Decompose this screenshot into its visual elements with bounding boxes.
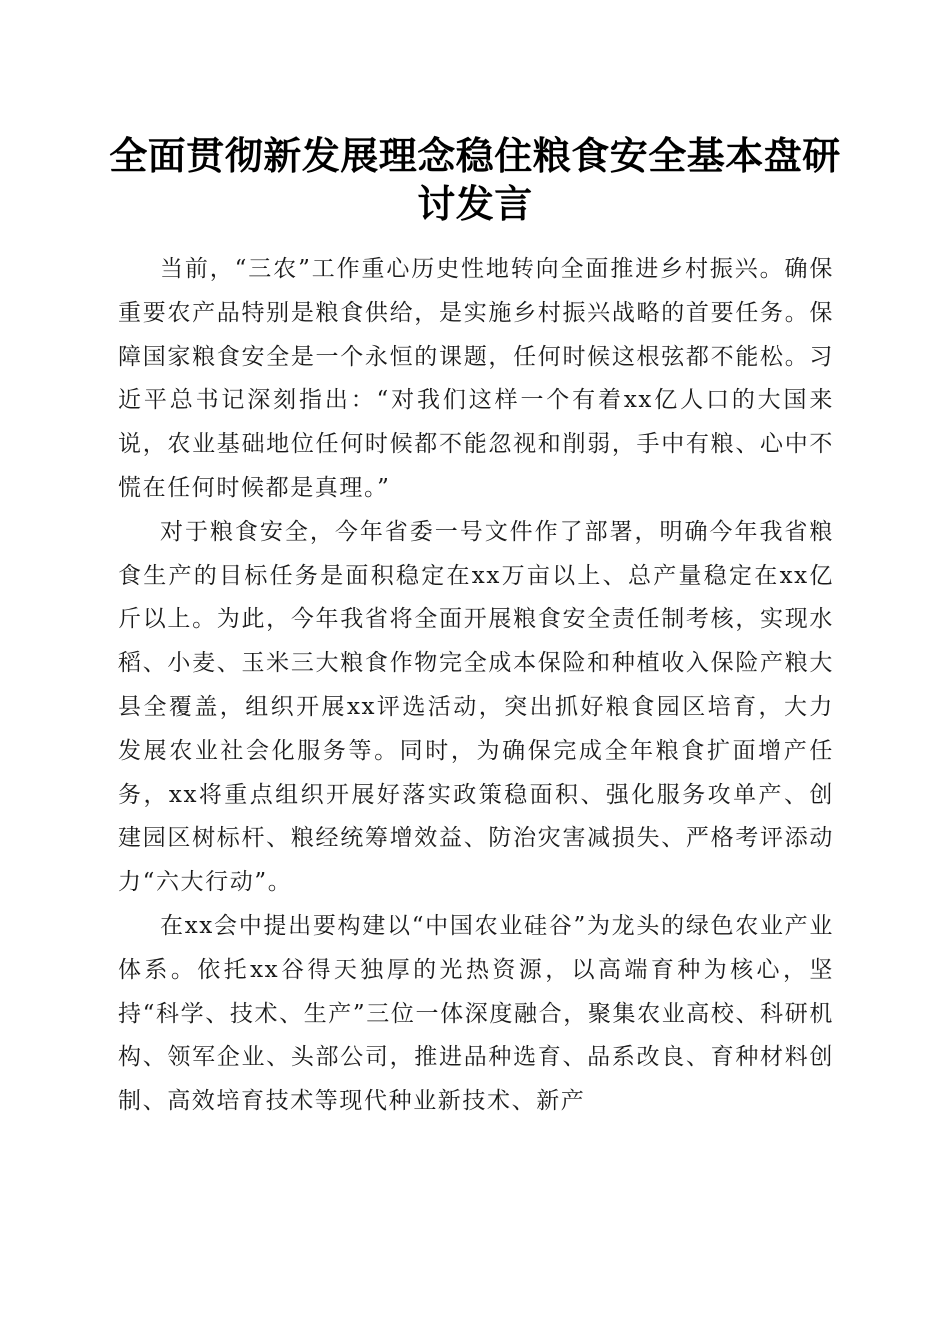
- document-body: [118, 248, 834, 1124]
- document-title: 全面贯彻新发展理念稳住粮食安全基本盘研讨发言: [109, 134, 841, 226]
- paragraph-3: 在xx会中提出要构建以“中国农业硅谷”为龙头的绿色农业产业体系。依托xx谷得天独厚的光热资源，以高端育种为核心，坚持“科学、技术、生产”三位一体深度融合，聚集农业高校、科研机构、领军企业、头部公司，推进品种选育、品系改良、育种材料创制、高效培育技术等现代种业新技术、新产: [118, 912, 834, 1115]
- paragraph-1: 当前，“三农”工作重心历史性地转向全面推进乡村振兴。确保重要农产品特别是粮食供给，是实施乡村振兴战略的首要任务。保障国家粮食安全是一个永恒的课题，任何时候这根弦都不能松。习近平总书记深刻指出：“对我们这样一个有着xx亿人口的大国来说，农业基础地位任何时候都不能忽视和削弱，手中有粮、心中不慌在任何时候都是真理。”: [118, 256, 834, 501]
- paragraph-2: 对于粮食安全，今年省委一号文件作了部署，明确今年我省粮食生产的目标任务是面积稳定在xx万亩以上、总产量稳定在xx亿斤以上。为此，今年我省将全面开展粮食安全责任制考核，实现水稻、小麦、玉米三大粮食作物完全成本保险和种植收入保险产粮大县全覆盖，组织开展xx评选活动，突出抓好粮食园区培育，大力发展农业社会化服务等。同时，为确保完成全年粮食扩面增产任务，xx将重点组织开展好落实政策稳面积、强化服务攻单产、创建园区树标杆、粮经统筹增效益、防治灾害减损失、严格考评添动力“六大行动”。: [118, 518, 834, 896]
